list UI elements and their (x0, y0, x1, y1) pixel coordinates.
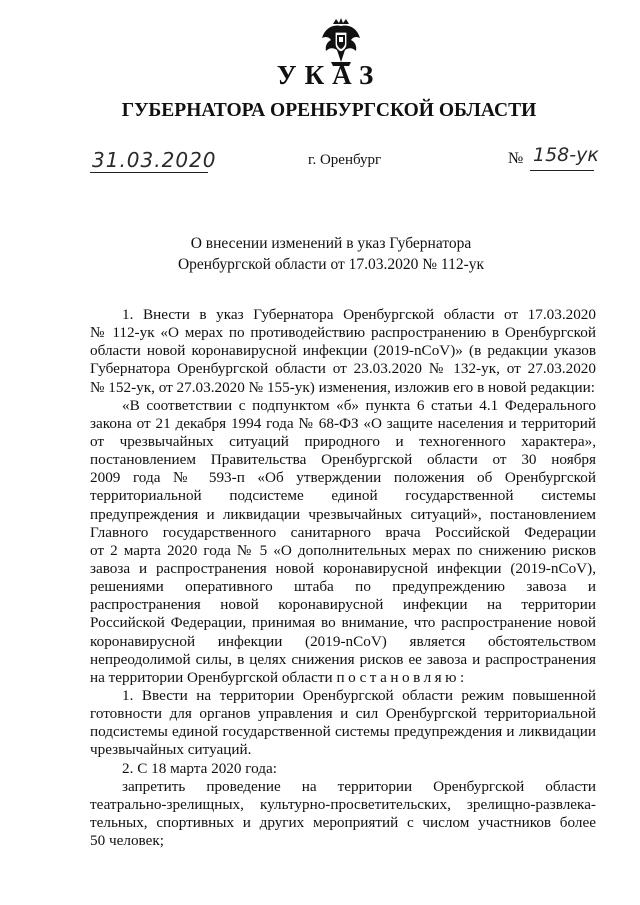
body-line (90, 614, 596, 632)
subject-line: О внесении изменений в указ Губернатора (190, 235, 472, 252)
body-line (90, 814, 596, 832)
body-line (90, 687, 596, 705)
body-line (90, 324, 596, 342)
body-line (90, 651, 596, 669)
body-line (90, 560, 596, 578)
body-line-text: Российской Федерации, принимая во внимание, что распространение новой (90, 614, 596, 632)
body-line (90, 415, 596, 433)
document-city: г. Оренбург (308, 152, 382, 168)
body-line-text: 1. Внести в указ Губернатора Оренбургской области от 17.03.2020 (122, 306, 596, 323)
number-label: № (508, 150, 524, 167)
document-subtitle: ГУБЕРНАТОРА ОРЕНБУРГСКОЙ ОБЛАСТИ (121, 100, 537, 121)
document-subject (0, 233, 640, 275)
body-line-text: непреодолимой силы, в целях снижения рисков ее завоза и распространения (90, 650, 596, 668)
body-line (90, 741, 596, 759)
body-line (90, 397, 596, 415)
body-line-text: предупреждения и ликвидации чрезвычайных ситуаций», постановлением (90, 505, 596, 523)
body-line (90, 306, 596, 324)
body-line (90, 469, 596, 487)
body-line (90, 596, 596, 614)
document-title: УКАЗ (276, 60, 382, 90)
body-line-text: подсистемы единой государственной системы предупреждения и ликвидации (90, 723, 596, 741)
body-line (90, 832, 596, 850)
body-line-text: запретить проведение на территории Оренбургской области (122, 777, 596, 795)
document-number: 158-ук (533, 144, 599, 166)
body-line (90, 360, 596, 378)
body-line-text: коронавирусной инфекции (2019-nCoV) является обстоятельством (90, 632, 596, 650)
body-line-text: чрезвычайных ситуаций. (90, 741, 252, 759)
body-line-text: 2009 года № 593-п «Об утверждении положения об Оренбургской (90, 469, 596, 487)
body-line (90, 379, 596, 397)
number-underline (530, 170, 594, 171)
body-line-text: 1. Ввести на территории Оренбургской области режим повышенной (122, 686, 596, 704)
body-line-text: готовности для органов управления и сил Оренбургской территориальной (90, 705, 596, 723)
body-line-text: тельных, спортивных и других мероприятий с числом участников более (90, 813, 596, 831)
body-line-text: Главного государственного санитарного врача Российской Федерации (90, 523, 596, 541)
body-line-text: от 2 марта 2020 года № 5 «О дополнительных мерах по снижению рисков (90, 541, 596, 559)
body-line-text: завоза и распространения новой коронавирусной инфекции (2019-nCoV), (90, 559, 596, 577)
body-line (90, 760, 596, 778)
body-line (90, 578, 596, 596)
body-line-text: театрально-зрелищных, культурно-просветительских, зрелищно-развлека- (90, 795, 596, 813)
body-line-text: закона от 21 декабря 1994 года № 68-ФЗ «О защите населения и территорий (90, 414, 596, 432)
subject-line: Оренбургской области от 17.03.2020 № 112-ук (177, 256, 485, 273)
body-line (90, 723, 596, 741)
body-line (90, 778, 596, 796)
body-line-text: области новой коронавирусной инфекции (2019-nCoV)» (в редакции указов (90, 342, 596, 360)
body-line-text: решениями оперативного штаба по предупреждению завоза и (90, 578, 596, 596)
body-line (90, 633, 596, 651)
document-date: 31.03.2020 (92, 148, 217, 172)
body-line-text: Губернатора Оренбургской области от 23.03.2020 № 132-ук, от 27.03.2020 (90, 360, 596, 378)
date-underline (90, 172, 208, 173)
body-line (90, 433, 596, 451)
body-line-text: от чрезвычайных ситуаций природного и техногенного характера», (90, 432, 596, 450)
body-line (90, 705, 596, 723)
decree-keyword: постановляю: (336, 668, 468, 686)
body-line-text: территориальной подсистеме единой государственной системы (90, 487, 596, 505)
body-line-text: № 112-ук «О мерах по противодействию распространению в Оренбургской (90, 324, 596, 342)
body-line (90, 487, 596, 505)
body-line-text: постановлением Правительства Оренбургской области от 30 ноября (90, 451, 596, 469)
body-line-text: № 152-ук, от 27.03.2020 № 155-ук) изменения, изложив его в новой редакции: (90, 378, 595, 396)
body-line (90, 506, 596, 524)
body-line (90, 669, 596, 687)
body-line (90, 451, 596, 469)
body-line (90, 796, 596, 814)
body-line-text: распространения новой коронавирусной инфекции на территории (90, 596, 596, 614)
body-line (90, 542, 596, 560)
body-line (90, 524, 596, 542)
body-line-text: 50 человек; (90, 832, 164, 850)
body-line-text: «В соответствии с подпунктом «б» пункта 6 статьи 4.1 Федерального (122, 396, 596, 414)
body-line (90, 342, 596, 360)
body-line-text: 2. С 18 марта 2020 года: (122, 759, 277, 777)
document-body (90, 306, 596, 850)
body-line-text: на территории Оренбургской области (90, 668, 333, 686)
